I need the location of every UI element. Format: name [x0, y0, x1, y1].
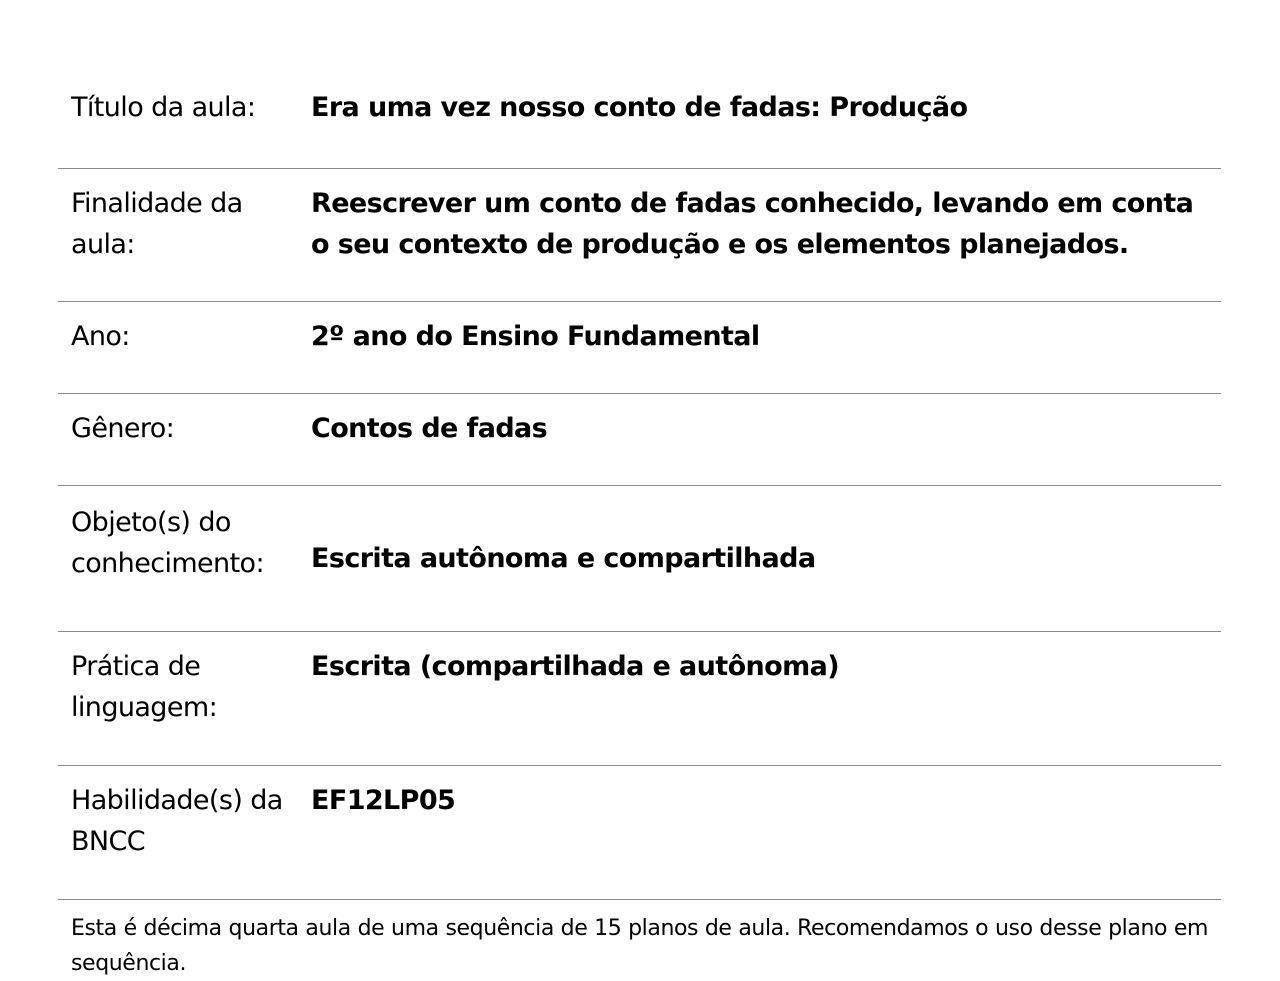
- row-value: Reescrever um conto de fadas conhecido, levando em conta o seu contexto de produção e os elementos planejados.: [311, 188, 1194, 260]
- row-value: Escrita autônoma e compartilhada: [311, 543, 816, 574]
- row-label: Gênero:: [71, 413, 175, 444]
- row-value: Escrita (compartilhada e autônoma): [311, 651, 839, 682]
- lesson-plan-document: [58, 70, 1221, 981]
- row-value: Era uma vez nosso conto de fadas: Produção: [311, 92, 968, 123]
- row-lesson-purpose: [58, 169, 1221, 302]
- row-lesson-title: [58, 70, 1221, 169]
- row-label: Prática de linguagem:: [71, 651, 218, 723]
- row-value: EF12LP05: [311, 785, 456, 816]
- row-label: Finalidade da aula:: [71, 188, 243, 260]
- row-school-year: [58, 302, 1221, 394]
- lesson-info-table: [58, 70, 1221, 900]
- row-genre: [58, 394, 1221, 486]
- row-label: Objeto(s) do conhecimento:: [71, 507, 264, 579]
- row-bncc-skills: [58, 766, 1221, 900]
- sequence-note: Esta é décima quarta aula de uma sequência de 15 planos de aula. Recomendamos o uso desse plano em sequência.: [71, 916, 1208, 976]
- row-label: Habilidade(s) da BNCC: [71, 785, 283, 857]
- row-label: Título da aula:: [71, 92, 256, 123]
- row-value: Contos de fadas: [311, 413, 548, 444]
- row-knowledge-objects: [58, 486, 1221, 632]
- row-label: Ano:: [71, 321, 130, 352]
- row-language-practice: [58, 632, 1221, 766]
- row-value: 2º ano do Ensino Fundamental: [311, 321, 760, 352]
